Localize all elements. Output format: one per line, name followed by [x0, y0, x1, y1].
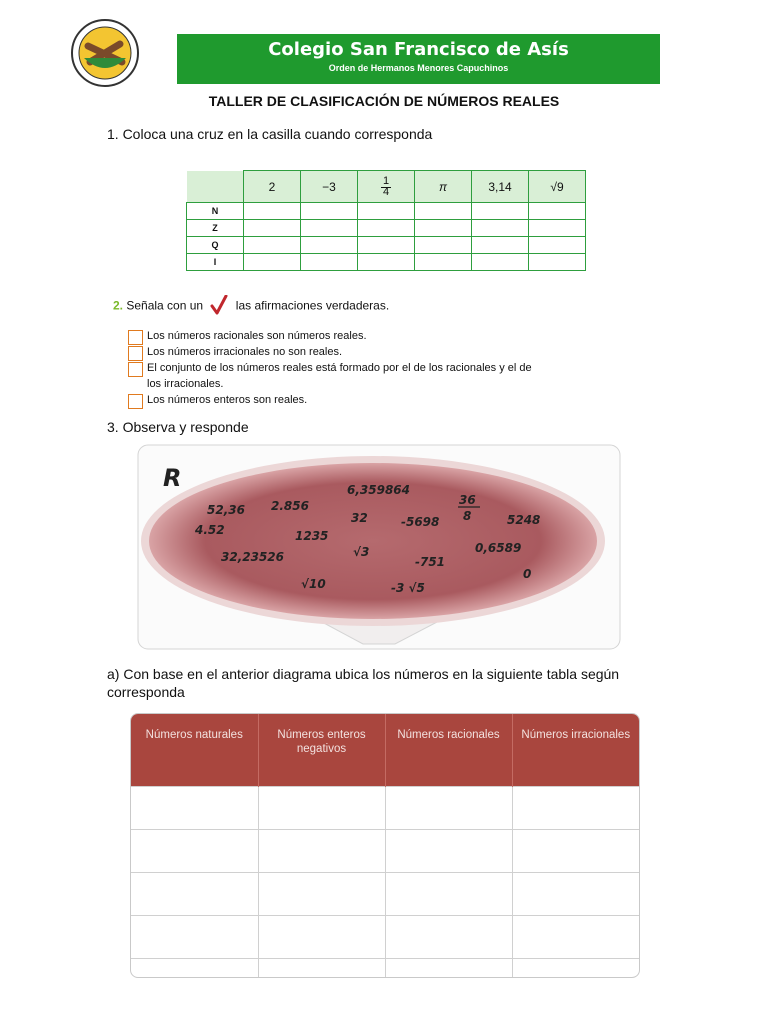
table-cell[interactable]	[258, 830, 385, 873]
column-header: Números irracionales	[512, 714, 639, 787]
table-cell[interactable]	[358, 203, 415, 220]
table-cell[interactable]	[131, 959, 258, 979]
placement-table	[130, 713, 640, 978]
row-label: N	[187, 203, 244, 220]
order-name: Orden de Hermanos Menores Capuchinos	[328, 63, 509, 73]
question-2-prompt	[113, 295, 389, 318]
col-header: π	[415, 171, 472, 203]
school-banner	[177, 34, 660, 84]
table-cell[interactable]	[529, 237, 586, 254]
diagram-number: 6,359864	[347, 483, 411, 497]
column-header: Números enteros negativos	[258, 714, 385, 787]
row-label: Q	[187, 237, 244, 254]
diagram-number: 32,23526	[221, 550, 285, 564]
table-cell[interactable]	[301, 220, 358, 237]
table-cell[interactable]	[301, 254, 358, 271]
table-cell[interactable]	[244, 220, 301, 237]
table-cell[interactable]	[472, 220, 529, 237]
diagram-number: √10	[301, 577, 326, 591]
classification-table	[186, 170, 586, 271]
table-cell[interactable]	[131, 787, 258, 830]
diagram-number: 52,36	[207, 503, 245, 517]
table-cell[interactable]	[131, 916, 258, 959]
table-cell[interactable]	[301, 237, 358, 254]
question-a-prompt: a) Con base en el anterior diagrama ubica los números en la siguiente tabla según corresponda	[107, 666, 620, 700]
statement-text: Los números irracionales no son reales.	[147, 346, 343, 358]
table-cell[interactable]	[258, 916, 385, 959]
diagram-number: 2.856	[271, 499, 309, 513]
col-header: 2	[244, 171, 301, 203]
table-cell[interactable]	[301, 203, 358, 220]
table-cell[interactable]	[512, 916, 639, 959]
school-logo	[70, 18, 140, 88]
table-cell[interactable]	[358, 254, 415, 271]
diagram-number: 32	[351, 511, 368, 525]
table-cell[interactable]	[131, 873, 258, 916]
question-1-prompt: 1. Coloca una cruz en la casilla cuando corresponda	[107, 126, 433, 142]
table-cell[interactable]	[258, 787, 385, 830]
school-name: Colegio San Francisco de Asís	[268, 39, 569, 60]
col-header: 3,14	[472, 171, 529, 203]
column-header: Números naturales	[131, 714, 258, 787]
empty-corner	[187, 171, 244, 203]
table-cell[interactable]	[385, 959, 512, 979]
statement-item	[128, 360, 548, 392]
table-cell[interactable]	[512, 959, 639, 979]
table-cell[interactable]	[529, 254, 586, 271]
statement-checkbox[interactable]	[128, 330, 143, 345]
statement-item	[128, 328, 548, 344]
statement-text: Los números racionales son números reales.	[147, 330, 367, 342]
question-2-text-b: las afirmaciones verdaderas.	[235, 298, 390, 313]
table-cell[interactable]	[415, 203, 472, 220]
diagram-number: -751	[415, 555, 446, 569]
col-header-fraction	[358, 171, 415, 203]
table-cell[interactable]	[244, 254, 301, 271]
table-cell[interactable]	[358, 220, 415, 237]
statement-checkbox[interactable]	[128, 346, 143, 361]
table-cell[interactable]	[385, 830, 512, 873]
diagram-fraction-numerator: 36	[459, 493, 476, 507]
question-3-prompt: 3. Observa y responde	[107, 419, 249, 435]
fraction-numerator: 1	[382, 174, 390, 187]
table-cell[interactable]	[258, 873, 385, 916]
statement-text: Los números enteros son reales.	[147, 394, 308, 406]
table-cell[interactable]	[472, 254, 529, 271]
col-header: √9	[529, 171, 586, 203]
table-cell[interactable]	[529, 203, 586, 220]
row-label: I	[187, 254, 244, 271]
diagram-number: 0	[523, 567, 532, 581]
table-cell[interactable]	[385, 873, 512, 916]
page-title: TALLER DE CLASIFICACIÓN DE NÚMEROS REALES	[208, 93, 560, 109]
row-label: Z	[187, 220, 244, 237]
table-cell[interactable]	[244, 203, 301, 220]
table-cell[interactable]	[512, 873, 639, 916]
col-header: −3	[301, 171, 358, 203]
question-2-text-a: Señala con un	[126, 298, 204, 313]
checkmark-icon	[210, 295, 228, 318]
diagram-number: 1235	[295, 529, 329, 543]
diagram-number: √3	[353, 545, 370, 559]
diagram-number: -3 √5	[391, 581, 425, 595]
table-cell[interactable]	[385, 787, 512, 830]
fraction-denominator: 4	[382, 185, 390, 198]
table-cell[interactable]	[258, 959, 385, 979]
statement-item	[128, 344, 548, 360]
statement-checkbox[interactable]	[128, 394, 143, 409]
table-cell[interactable]	[472, 237, 529, 254]
diagram-number: -5698	[401, 515, 440, 529]
statement-item	[128, 392, 548, 408]
statement-text: El conjunto de los números reales está formado por el de los racionales y el de los irracionales.	[147, 362, 532, 390]
table-cell[interactable]	[385, 916, 512, 959]
diagram-number: 0,6589	[475, 541, 522, 555]
table-cell[interactable]	[415, 220, 472, 237]
diagram-fraction-denominator: 8	[463, 509, 472, 523]
table-cell[interactable]	[244, 237, 301, 254]
table-cell[interactable]	[529, 220, 586, 237]
question-2-number: 2.	[113, 298, 124, 313]
set-label: R	[163, 464, 182, 492]
table-cell[interactable]	[131, 830, 258, 873]
real-numbers-diagram	[137, 444, 621, 650]
table-cell[interactable]	[415, 254, 472, 271]
diagram-number: 4.52	[195, 523, 225, 537]
table-cell[interactable]	[512, 787, 639, 830]
table-cell[interactable]	[358, 237, 415, 254]
statement-checkbox[interactable]	[128, 362, 143, 377]
column-header: Números racionales	[385, 714, 512, 787]
table-cell[interactable]	[415, 237, 472, 254]
table-cell[interactable]	[472, 203, 529, 220]
table-cell[interactable]	[512, 830, 639, 873]
diagram-number: 5248	[507, 513, 541, 527]
